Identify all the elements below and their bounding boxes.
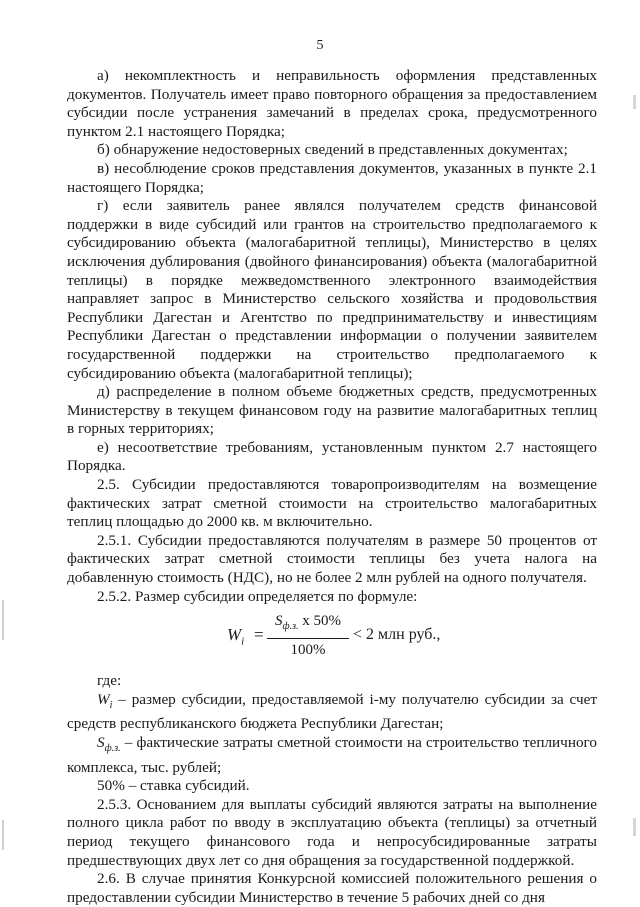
formula-s-letter: S [274, 613, 283, 630]
formula-s-index: ф.з. [282, 621, 299, 633]
document-body [67, 67, 597, 907]
definition-rate: 50% – ставка субсидий. [97, 777, 250, 795]
formula-fraction [267, 612, 349, 659]
paragraph-2-5: 2.5. Субсидии предоставляются товаропроизводителям на возмещение фактических затрат сметной стоимости на строительство малогабаритных теплиц площадью до 2000 кв. м включительно. [67, 476, 597, 531]
formula-denominator: 100% [290, 641, 326, 658]
definition-w-index: i [109, 699, 113, 711]
definition-w [67, 691, 597, 734]
paragraph-2-5-2: 2.5.2. Размер субсидии определяется по формуле: [97, 587, 418, 605]
definition-s-letter: S [97, 734, 105, 752]
paragraph-2-5-3: 2.5.3. Основанием для выплаты субсидий являются затраты на выполнение полного цикла работ по вводу в эксплуатацию объекта (теплицы) за отчетный период текущего финансового года и непросубсидированные затраты предшествующих двух лет со дня обращения за государственной поддержкой. [67, 795, 597, 869]
scan-edge-mark [2, 820, 4, 850]
definition-w-text: – размер субсидии, предоставляемой i-му получателю субсидии за счет средств республиканского бюджета Республики Дагестан; [67, 690, 597, 733]
formula-lhs-index: i [241, 635, 245, 648]
paragraph-2-6: 2.6. В случае принятия Конкурсной комиссией положительного решения о предоставлении субсидии Министерство в течение 5 рабочих дней со дня [67, 870, 597, 906]
formula-numerator [267, 612, 349, 639]
paragraph-a: а) некомплектность и неправильность оформления представленных документов. Получатель имеет право повторного обращения за предоставлением субсидии после устранения замечаний в пределах срока, предусмотренного пунктом 2.1 настоящего Порядка; [67, 67, 597, 140]
formula-lhs-symbol: W [227, 625, 242, 645]
definition-s-symbol [97, 734, 121, 755]
paragraph-v: в) несоблюдение сроков представления документов, указанных в пункте 2.1 настоящего Порядка; [67, 159, 597, 196]
page-number: 5 [316, 38, 324, 53]
definition-w-letter: W [97, 690, 110, 708]
formula-equals: = [254, 625, 264, 645]
scan-edge-mark [2, 600, 4, 640]
paragraph-2-5-1: 2.5.1. Субсидии предоставляются получателям в размере 50 процентов от фактических затрат сметной стоимости теплицы без учета налога на добавленную стоимость (НДС), но не более 2 млн рублей на одного получателя. [67, 531, 597, 587]
definition-s-text: – фактические затраты сметной стоимости на строительство тепличного комплекса, тыс. рублей; [67, 734, 597, 776]
definitions-intro: где: [97, 672, 122, 690]
formula-lhs [227, 626, 244, 651]
scan-edge-mark [633, 95, 636, 109]
formula-numerator-rest: х 50% [298, 613, 341, 630]
scan-edge-mark [633, 818, 636, 836]
subsidy-formula [67, 612, 597, 662]
definition-w-symbol [97, 690, 113, 711]
paragraph-e: е) несоответствие требованиям, установленным пунктом 2.7 настоящего Порядка. [67, 438, 597, 475]
paragraph-d: д) распределение в полном объеме бюджетных средств, предусмотренных Министерству в текущем финансовом году на развитие малогабаритных теплиц в горных территориях; [67, 383, 597, 438]
formula-numerator-symbol [274, 613, 299, 633]
paragraph-b: б) обнаружение недостоверных сведений в представленных документах; [97, 141, 568, 159]
formula-rhs: < 2 млн руб., [353, 626, 441, 644]
definition-s-index: ф.з. [104, 743, 121, 755]
paragraph-g: г) если заявитель ранее являлся получателем средств финансовой поддержки в виде субсидий или грантов на строительство предполагаемого к субсидированию объекта (малогабаритной теплицы), Министерство в целях исключения дублирования (двойного финансирования) объекта (малогабаритной теплицы) в порядке межведомственного электронного взаимодействия направляет запрос в Министерство сельского хозяйства и продовольствия Республики Дагестан и Агентство по предпринимательству и инвестициям Республики Дагестан о представлении информации о получении заявителем государственной поддержки на строительство предполагаемого к субсидированию объекта (малогабаритной теплицы); [67, 197, 597, 382]
definition-s [67, 734, 597, 777]
